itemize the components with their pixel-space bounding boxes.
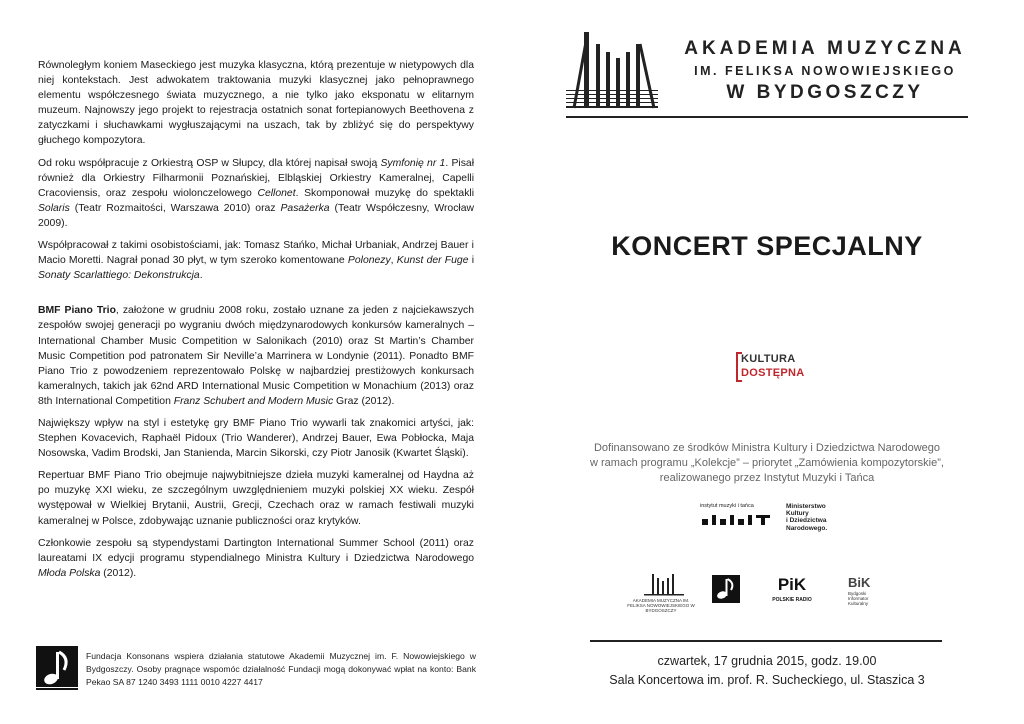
academy-name-line2: IM. FELIKSA NOWOWIEJSKIEGO <box>694 64 956 78</box>
paragraph-bmf-members: Członkowie zespołu są stypendystami Dartington International Summer School (2011) oraz laureatami IX edycji programu stypendialnego Ministra Kultury i Dziedzictwa Narodowego Młoda Polska (2012). <box>38 537 474 579</box>
imit-label: instytut muzyki i tańca <box>700 503 754 509</box>
event-venue: Sala Koncertowa im. prof. R. Sucheckiego, ul. Staszica 3 <box>609 673 925 687</box>
academy-small-label: AKADEMIA MUZYCZNA IM. FELIKSA NOWOWIEJSKIEGO W BYDGOSZCZY <box>627 598 695 613</box>
academy-small-logo <box>626 574 696 613</box>
konsonans-small-logo <box>712 575 740 603</box>
left-column <box>38 58 474 588</box>
ministry-line2: Kultury <box>786 510 809 518</box>
polskie-radio-pik-logo <box>770 576 814 606</box>
event-info <box>566 652 968 690</box>
academy-name-line1: AKADEMIA MUZYCZNA <box>684 38 966 59</box>
funding-note <box>566 441 968 486</box>
funding-line1: Dofinansowano ze środków Ministra Kultury i Dziedzictwa Narodowego <box>593 442 941 454</box>
imit-mark-icon <box>702 515 770 525</box>
ministry-line4: Narodowego. <box>786 524 828 532</box>
paragraph-bmf-influences: Największy wpływ na styl i estetykę gry BMF Piano Trio wywarli tak znakomici artyści, jak: Stephen Kovacevich, Raphaël Pidoux (Trio Wanderer), Andrzej Bauer, Ewa Pobłocka, Maja Nosowska, Vadim Brodski, Jan Stanienda, Marcin Sikorski, czy Piotr Janosik (Kwartet Śląski). <box>38 417 474 460</box>
bik-mark: BiK <box>848 575 871 590</box>
bik-logo <box>848 576 884 606</box>
kultura-line1: KULTURA <box>741 353 796 365</box>
foundation-footer <box>36 646 476 692</box>
header-divider <box>566 116 968 118</box>
pik-mark: PiK <box>777 575 807 594</box>
funding-line2: w ramach programu „Kolekcje” – priorytet „Zamówienia kompozytorskie”, <box>590 457 944 469</box>
ministry-line1: Ministerstwo <box>786 503 826 510</box>
event-divider <box>590 640 942 642</box>
ministry-line3: i Dziedzictwa <box>786 517 827 525</box>
concert-title: KONCERT SPECJALNY <box>611 231 923 261</box>
paragraph-masecki-collaborations: Współpracował z takimi osobistościami, jak: Tomasz Stańko, Michał Urbaniak, Andrzej Bauer i Macio Moretti. Nagrał ponad 30 płyt, w tym szeroko komentowane Polonezy, Kunst der Fuge i Sonaty Scarlattiego: Dekonstrukcja. <box>38 240 475 282</box>
academy-name-line3: W BYDGOSZCZY <box>726 82 924 103</box>
polskie-radio-label: POLSKIE RADIO <box>772 597 812 603</box>
paragraph-bmf-intro: BMF Piano Trio, założone w grudniu 2008 roku, zostało uznane za jeden z najciekawszych zespołów swojej generacji po wygraniu dwóch międzynarodowych konkursów kameralnych – International Chamber Music Competition w Salonikach (2010) oraz St Martin’s Chamber Music Competition pod patronatem Sir Neville’a Marrinera w Londynie (2011). Ponadto BMF Piano Trio z powodzeniem reprezentowało Polskę w najbardziej prestiżowych konkursach kameralnych, takich jak 62nd ARD International Music Competition w Monachium (2013) oraz 8th International Competition Franz Schubert and Modern Music Graz (2012). <box>38 305 474 407</box>
paragraph-bmf-repertoire: Repertuar BMF Piano Trio obejmuje najwybitniejsze dzieła muzyki kameralnej od Haydna aż po muzykę XXI wieku, ze szczególnym uwzględnieniem muzyki polskiej XX wieku. Zespół występował w Wielkiej Brytanii, Austrii, Grecji, Czechach oraz w ramach festiwali muzyki kameralnej w Polsce, zdobywając uznanie publiczności oraz krytyków. <box>38 470 474 527</box>
bik-label: Bydgoski Informator Kulturalny <box>848 591 869 606</box>
academy-small-mark-icon <box>644 574 684 596</box>
academy-name <box>672 38 978 105</box>
konsonans-logo <box>36 646 78 690</box>
kultura-line2: DOSTĘPNA <box>741 367 805 379</box>
paragraph-masecki-osp: Od roku współpracuje z Orkiestrą OSP w Słupcy, dla której napisał swoją Symfonię nr 1. Pisał również dla Orkiestry Filharmonii Poznańskiej, Elbląskiej Orkiestry Kameralnej, Capelli Cracoviensis, oraz zespołu wiolonczelowego Cellonet. Skomponował muzykę do spektakli Solaris (Teatr Rozmaitości, Warszawa 2010) oraz Pasażerka (Teatr Współczesny, Wrocław 2009). <box>38 157 475 229</box>
paragraph-masecki-classical: Równoległym koniem Maseckiego jest muzyka klasyczna, którą prezentuje w nietypowych dla niej kontekstach. Jest adwokatem traktowania muzyki klasycznej jako pełnoprawnego elementu współczesnego świata muzycznego, a nie tylko jako eksponatu w elitarnym muzeum. Najnowszy jego projekt to rejestracja ostatnich sonat fortepianowych Beethovena z zatyczkami i słuchawkami wygłuszającymi na uszach, tak by zbliżyć się do perspektywy głuchego kompozytora. <box>38 60 474 147</box>
ministry-logo <box>786 503 846 532</box>
event-date: czwartek, 17 grudnia 2015, godz. 19.00 <box>657 654 877 668</box>
funding-line3: realizowanego przez Instytut Muzyki i Tańca <box>659 472 875 484</box>
foundation-text: Fundacja Konsonans wspiera działania statutowe Akademii Muzycznej im. F. Nowowiejskiego w Bydgoszczy. Osoby pragnące wspomóc działalność Fundacji mogą dokonywać wpłat na konto: Bank Pekao SA 87 1240 3493 1111 0010 4227 4417 <box>86 651 476 688</box>
imit-logo <box>700 503 772 527</box>
academy-logo <box>566 32 658 112</box>
kultura-dostepna-logo <box>736 352 805 382</box>
